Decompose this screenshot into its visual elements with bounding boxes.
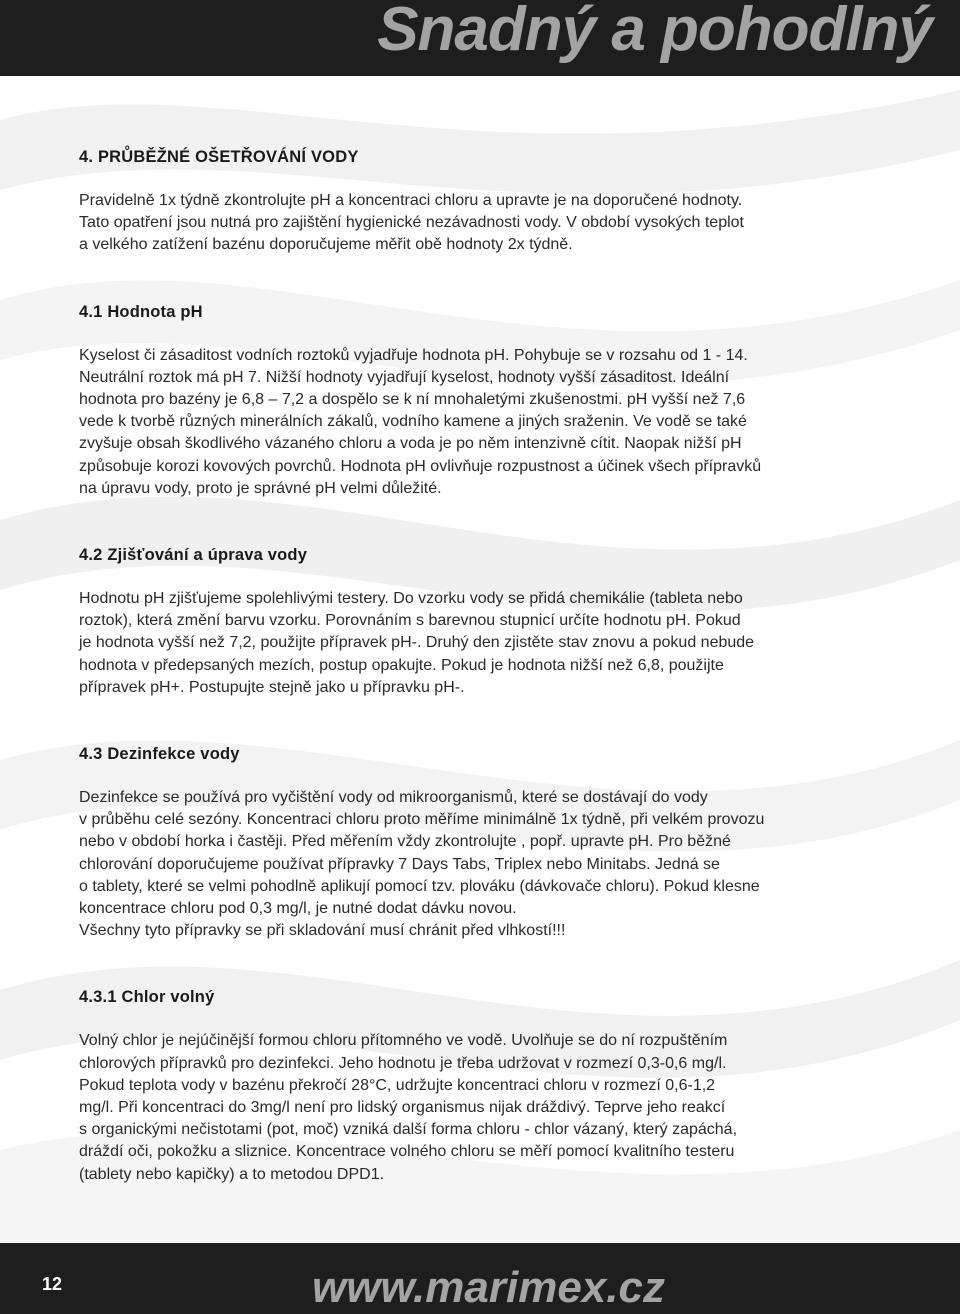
paragraph-line: na úpravu vody, proto je správné pH velmi důležité. [79, 479, 442, 497]
section-heading-4: 4. PRŮBĚŽNÉ OŠETŘOVÁNÍ VODY [79, 148, 359, 166]
paragraph-line: s organickými nečistotami (pot, moč) vzniká další forma chloru - chlor vázaný, který zapáchá, [79, 1121, 738, 1139]
paragraph-line: hodnota v předepsaných mezích, postup opakujte. Pokud je hodnota nižší než 6,8, použijte [79, 656, 724, 674]
document-body [79, 146, 899, 1186]
paragraph-line: a velkého zatížení bazénu doporučujeme měřit obě hodnoty 2x týdně. [79, 236, 573, 254]
paragraph-line: roztok), která změní barvu vzorku. Porovnáním s barevnou stupnicí určíte hodnotu pH. Pokud [79, 612, 741, 630]
page-header [0, 0, 960, 76]
page-footer [0, 1243, 960, 1314]
paragraph-line: je hodnota vyšší než 7,2, použijte přípravek pH-. Druhý den zjistěte stav znovu a pokud nebude [79, 634, 755, 652]
paragraph-line: Volný chlor je nejúčinější formou chloru přítomného ve vodě. Uvolňuje se do ní rozpuštěním [79, 1032, 728, 1050]
paragraph-line: koncentrace chloru pod 0,3 mg/l, je nutné dodat dávku novou. [79, 900, 517, 918]
paragraph-line: způsobuje korozi kovových povrchů. Hodnota pH ovlivňuje rozpustnost a účinek všech přípravků [79, 457, 762, 475]
footer-url: www.marimex.cz [312, 1263, 665, 1312]
paragraph-line: zvyšuje obsah škodlivého vázaného chloru a voda je po něm intenzivně cítit. Naopak nižší pH [79, 435, 742, 453]
paragraph-line: (tablety nebo kapičky) a to metodou DPD1. [79, 1165, 385, 1183]
paragraph-line: nebo v období horka i častěji. Před měřením vždy zkontrolujte , popř. upravte pH. Pro běžné [79, 833, 731, 851]
paragraph-line: Neutrální roztok má pH 7. Nižší hodnoty vyjadřují kyselost, hodnoty vyšší zásaditost. Ideální [79, 368, 730, 386]
section-heading-4-2: 4.2 Zjišťování a úprava vody [79, 546, 308, 565]
section-body-4-1 [79, 345, 899, 500]
paragraph-line: Hodnotu pH zjišťujeme spolehlivými testery. Do vzorku vody se přidá chemikálie (tableta nebo [79, 590, 743, 608]
section-heading-4-3-1: 4.3.1 Chlor volný [79, 988, 215, 1007]
paragraph-line: Tato opatření jsou nutná pro zajištění hygienické nezávadnosti vody. V období vysokých teplot [79, 214, 744, 232]
paragraph-line: vede k tvorbě různých minerálních zákalů, vodního kamene a jiných sraženin. Ve vodě se také [79, 413, 747, 431]
paragraph-line: chlorových přípravků pro dezinfekci. Jeho hodnotu je třeba udržovat v rozmezí 0,3-0,6 mg/l. [79, 1054, 727, 1072]
paragraph-line: přípravek pH+. Postupujte stejně jako u přípravku pH-. [79, 678, 465, 696]
section-heading-4-1: 4.1 Hodnota pH [79, 302, 203, 321]
paragraph-line: Kyselost či zásaditost vodních roztoků vyjadřuje hodnota pH. Pohybuje se v rozsahu od 1 - 14. [79, 346, 748, 364]
paragraph-line: hodnota pro bazény je 6,8 – 7,2 a dospělo se k ní mnohaletými zkušenostmi. pH vyšší než 7,6 [79, 391, 746, 409]
paragraph-line: o tablety, které se velmi pohodlně aplikují pomocí tzv. plováku (dávkovače chloru). Pokud klesne [79, 877, 760, 895]
paragraph-line: Pravidelně 1x týdně zkontrolujte pH a koncentraci chloru a upravte je na doporučené hodnoty. [79, 192, 743, 209]
paragraph-line: Pokud teplota vody v bazénu překročí 28°C, udržujte koncentraci chloru v rozmezí 0,6-1,2 [79, 1076, 716, 1094]
paragraph-line: mg/l. Při koncentraci do 3mg/l není pro lidský organismus nijak dráždivý. Teprve jeho reakcí [79, 1099, 726, 1117]
paragraph-line: Dezinfekce se používá pro vyčištění vody od mikroorganismů, které se dostávají do vody [79, 789, 708, 807]
section-heading-4-3: 4.3 Dezinfekce vody [79, 745, 240, 764]
section-body-4-3 [79, 787, 899, 942]
section-body-4-2 [79, 588, 899, 699]
page-number: 12 [42, 1274, 63, 1294]
header-title: Snadný a pohodlný [377, 0, 932, 64]
section-body-4 [79, 190, 899, 257]
paragraph-line: v průběhu celé sezóny. Koncentraci chloru proto měříme minimálně 1x týdně, při velkém provozu [79, 811, 765, 829]
section-body-4-3-1 [79, 1030, 899, 1185]
paragraph-line: dráždí oči, pokožku a sliznice. Koncentrace volného chloru se měří pomocí kvalitního testeru [79, 1143, 735, 1161]
paragraph-line: Všechny tyto přípravky se při skladování musí chránit před vlhkostí!!! [79, 922, 566, 940]
paragraph-line: chlorování doporučujeme používat přípravky 7 Days Tabs, Triplex nebo Minitabs. Jedná se [79, 855, 720, 873]
